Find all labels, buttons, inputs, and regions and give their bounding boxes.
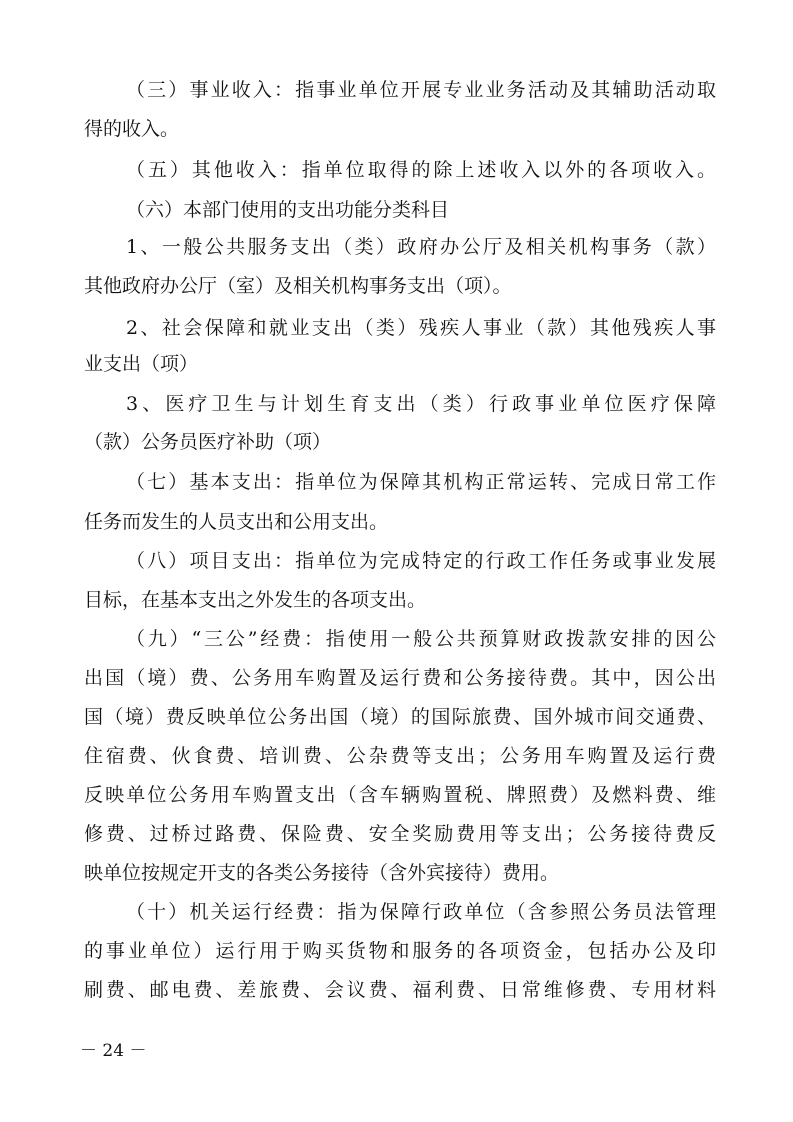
paragraph-line: 1、一般公共服务支出（类）政府办公厅及相关机构事务（款） [126,236,716,258]
paragraph-line: （六）本部门使用的支出功能分类科目 [126,199,450,221]
paragraph-line: 任务而发生的人员支出和公用支出。 [84,511,389,533]
paragraph-line: （款）公务员医疗补助（项） [84,431,332,453]
paragraph-line: 反映单位公务用车购置支出（含车辆购置税、牌照费）及燃料费、维 [84,784,716,806]
paragraph-line: 2、社会保障和就业支出（类）残疾人事业（款）其他残疾人事 [126,317,716,339]
paragraph-line: （九）“三公”经费：指使用一般公共预算财政拨款安排的因公 [126,628,716,650]
paragraph-line: 修费、过桥过路费、保险费、安全奖励费用等支出；公务接待费反 [84,823,716,845]
paragraph-line: 住宿费、伙食费、培训费、公杂费等支出；公务用车购置及运行费 [84,745,716,767]
paragraph-line: 业支出（项） [84,353,199,375]
paragraph-line: 出国（境）费、公务用车购置及运行费和公务接待费。其中，因公出 [84,667,716,689]
paragraph-line: （三）事业收入：指事业单位开展专业业务活动及其辅助活动取 [126,79,716,101]
paragraph-line: 目标，在基本支出之外发生的各项支出。 [84,589,427,611]
paragraph-line: 国（境）费反映单位公务出国（境）的国际旅费、国外城市间交通费、 [84,706,716,728]
paragraph-line: 的事业单位）运行用于购买货物和服务的各项资金，包括办公及印 [84,940,716,962]
page-number: － 24 － [80,1041,147,1061]
paragraph-line: （八）项目支出：指单位为完成特定的行政工作任务或事业发展 [126,550,716,572]
paragraph-line: 3、医疗卫生与计划生育支出（类）行政事业单位医疗保障 [126,393,716,415]
paragraph-line: （七）基本支出：指单位为保障其机构正常运转、完成日常工作 [126,471,716,493]
paragraph-line: （五）其他收入：指单位取得的除上述收入以外的各项收入。 [126,159,716,181]
paragraph-line: 刷费、邮电费、差旅费、会议费、福利费、日常维修费、专用材料 [84,979,716,1001]
paragraph-line: 其他政府办公厅（室）及相关机构事务支出（项）。 [84,275,512,297]
paragraph-line: （十）机关运行经费：指为保障行政单位（含参照公务员法管理 [126,901,716,923]
paragraph-line: 映单位按规定开支的各类公务接待（含外宾接待）费用。 [84,862,560,884]
paragraph-line: 得的收入。 [84,118,180,140]
